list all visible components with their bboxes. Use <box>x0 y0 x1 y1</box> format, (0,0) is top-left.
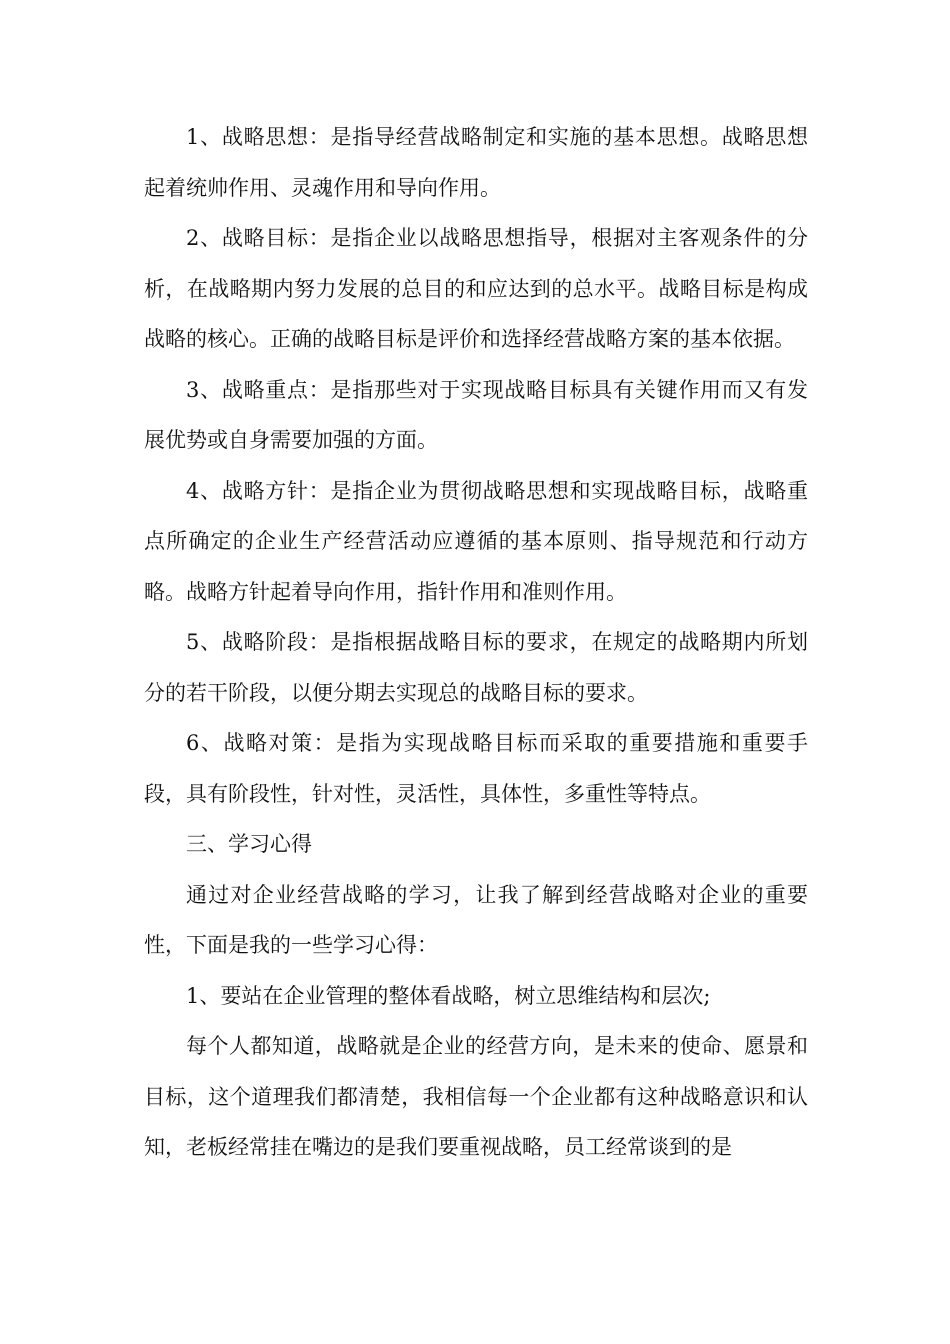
paragraph-learning-detail: 每个人都知道，战略就是企业的经营方向，是未来的使命、愿景和目标，这个道理我们都清楚，我相信每一个企业都有这种战略意识和认知，老板经常挂在嘴边的是我们要重视战略，员工经常谈到的是 <box>144 1034 808 1159</box>
paragraph-strategy-thought: 1、战略思想：是指导经营战略制定和实施的基本思想。战略思想起着统帅作用、灵魂作用和导向作用。 <box>144 125 808 200</box>
paragraph-strategy-policy: 4、战略方针：是指企业为贯彻战略思想和实现战略目标，战略重点所确定的企业生产经营活动应遵循的基本原则、指导规范和行动方略。战略方针起着导向作用，指针作用和准则作用。 <box>144 478 808 604</box>
paragraph-strategy-focus: 3、战略重点：是指那些对于实现战略目标具有关键作用而又有发展优势或自身需要加强的方面。 <box>144 377 808 452</box>
paragraph-strategy-countermeasure: 6、战略对策：是指为实现战略目标而采取的重要措施和重要手段，具有阶段性，针对性，灵活性，具体性，多重性等特点。 <box>144 731 808 806</box>
paragraph-learning-point-1: 1、要站在企业管理的整体看战略，树立思维结构和层次; <box>186 983 711 1008</box>
paragraph-learning-intro: 通过对企业经营战略的学习，让我了解到经营战略对企业的重要性，下面是我的一些学习心得： <box>144 882 808 957</box>
paragraph-strategy-goal: 2、战略目标：是指企业以战略思想指导，根据对主客观条件的分析，在战略期内努力发展的总目的和应达到的总水平。战略目标是构成战略的核心。正确的战略目标是评价和选择经营战略方案的基本依据。 <box>144 226 808 351</box>
section-heading-learning: 三、学习心得 <box>186 832 312 856</box>
paragraph-strategy-stage: 5、战略阶段：是指根据战略目标的要求，在规定的战略期内所划分的若干阶段，以便分期去实现总的战略目标的要求。 <box>144 630 808 705</box>
document-body <box>144 112 808 1173</box>
